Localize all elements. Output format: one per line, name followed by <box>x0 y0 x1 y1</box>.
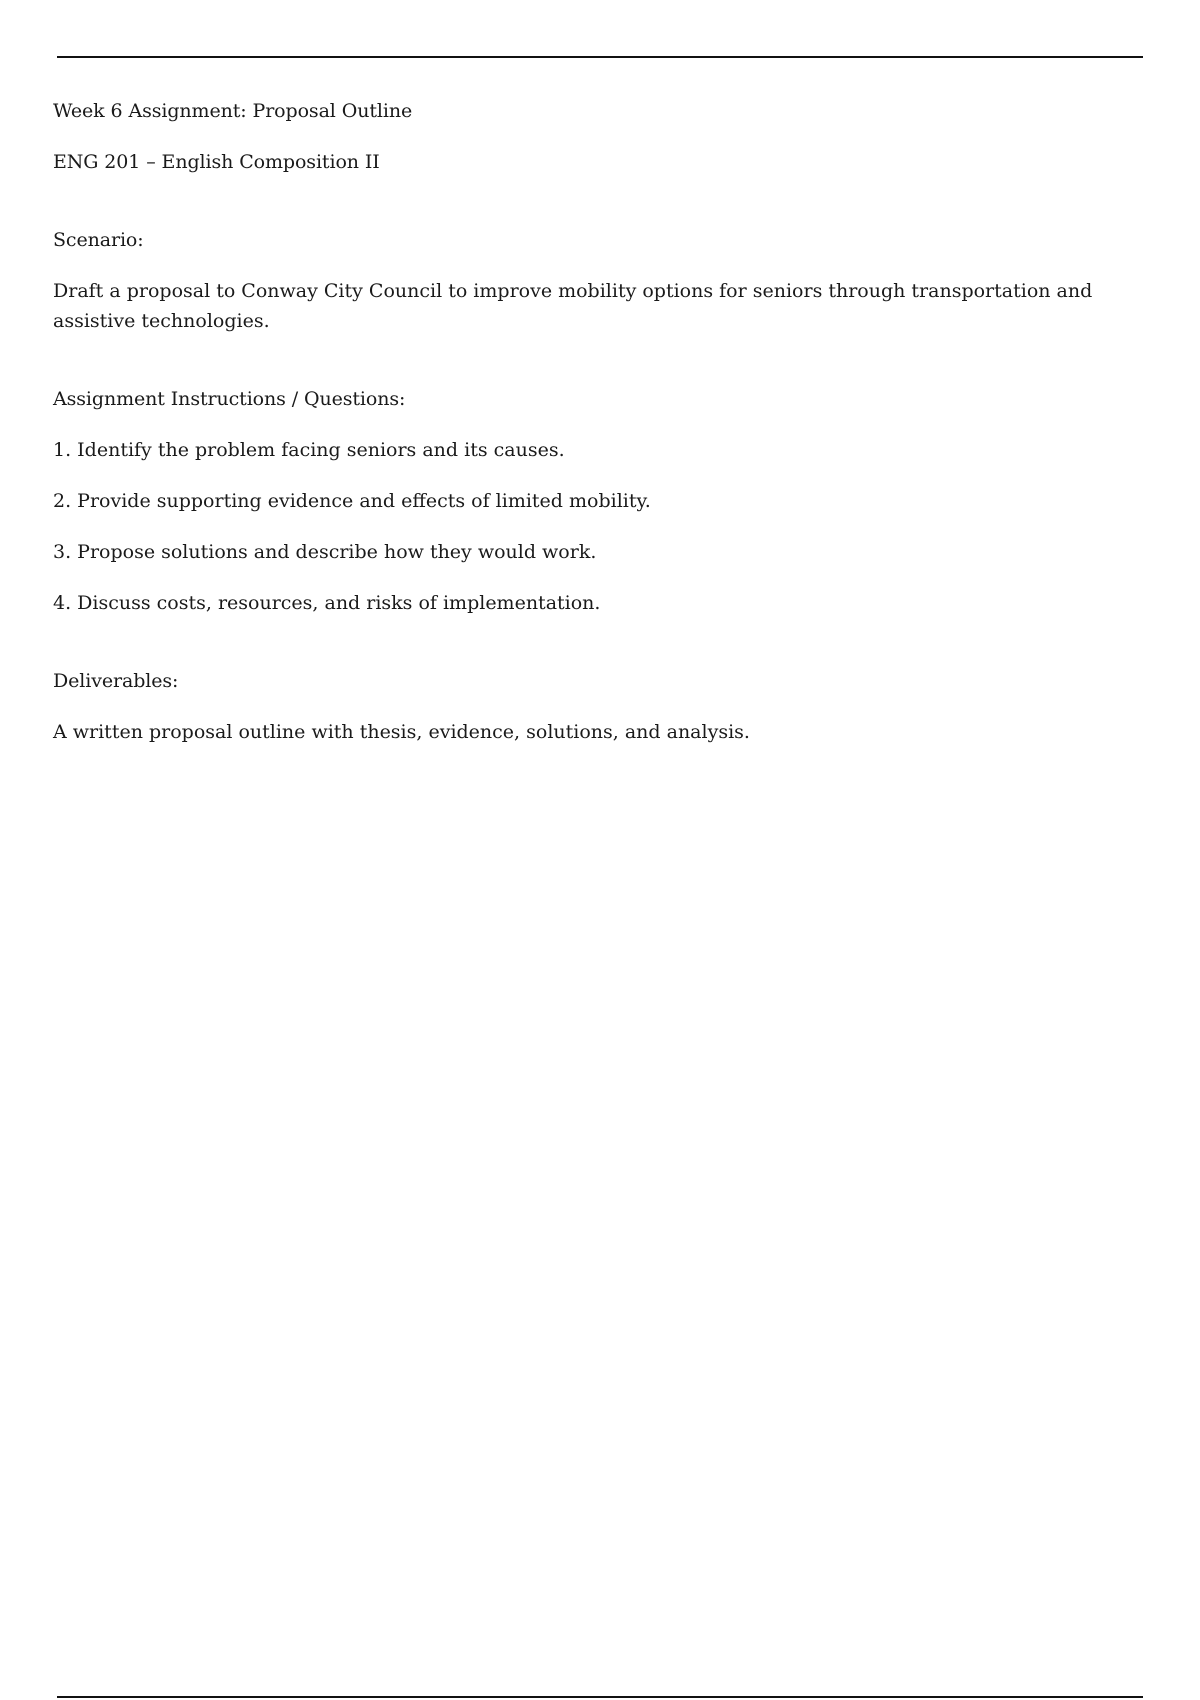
footer-rule <box>57 1696 1143 1698</box>
document-title: Week 6 Assignment: Proposal Outline <box>53 100 413 122</box>
scenario-text: Draft a proposal to Conway City Council to improve mobility options for seniors through transportation and assistive technologies. <box>53 280 1093 332</box>
header-rule <box>57 56 1143 58</box>
instructions-heading: Assignment Instructions / Questions: <box>53 388 406 410</box>
course-name: ENG 201 – English Composition II <box>53 151 380 173</box>
deliverables-heading: Deliverables: <box>53 670 179 692</box>
deliverables-text: A written proposal outline with thesis, evidence, solutions, and analysis. <box>53 721 750 743</box>
instruction-item: 1. Identify the problem facing seniors and its causes. <box>53 439 565 461</box>
scenario-heading: Scenario: <box>53 229 144 251</box>
instruction-item: 2. Provide supporting evidence and effects of limited mobility. <box>53 490 651 512</box>
instruction-item: 4. Discuss costs, resources, and risks of implementation. <box>53 592 601 614</box>
document-body <box>53 96 1133 747</box>
instruction-item: 3. Propose solutions and describe how they would work. <box>53 541 597 563</box>
